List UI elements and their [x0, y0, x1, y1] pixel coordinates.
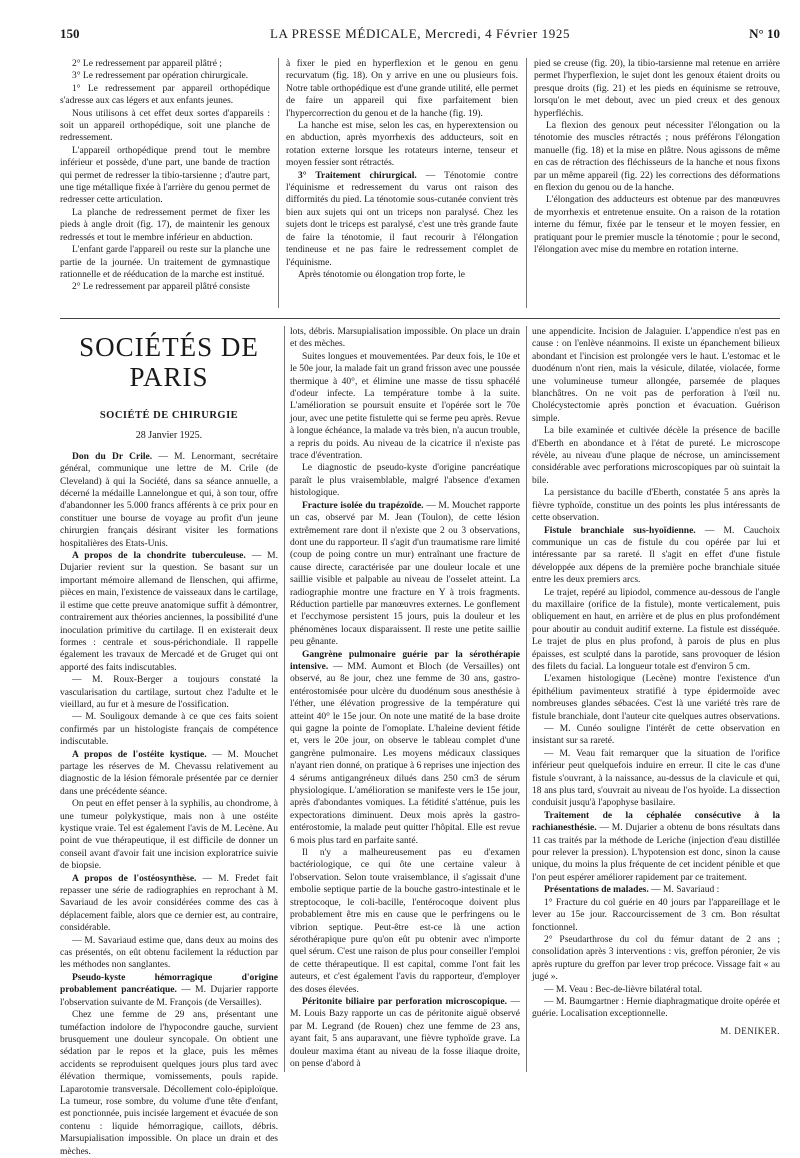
- paragraph: — M. Veau : Bec-de-lièvre bilatéral total.: [544, 984, 703, 995]
- paragraph: A propos de la chondrite tuberculeuse. — M. Dujarier revient sur la question. Se basant sur un important mémoire allemand de Ilenschen, qui affirme, pièces en main, l'existence de vaisseaux dans le cartilage, il estime que cette preuve anatomique suffit à démontrer, contrairement aux théories anciennes, la possibilité d'une inoculation primitive du cartilage. Il en existerait deux formes : centrale et sous-périchondiale. Il rappelle également les travaux de Mercadé et de Gruget qui ont apporté des faits indiscutables.: [60, 551, 279, 673]
- column-divider: [284, 326, 285, 1072]
- paragraph: — M. Souligoux demande à ce que ces faits soient confirmés par un histologiste français de compétence indiscutable.: [60, 712, 278, 748]
- paragraph: La persistance du bacille d'Eberth, constatée 5 ans après la fièvre typhoïde, constitue un des points les plus intéressants de cette observation.: [532, 488, 780, 524]
- paragraph: L'examen histologique (Lecène) montre l'existence d'un épithélium pavimenteux stratifié à type épidermoïde avec nombreuses glandes sébacées. C'est là une variété très rare de fistule branchiale, dont l'auteur cite quelques autres observations.: [532, 674, 780, 722]
- paragraph: Don du Dr Crile. — M. Lenormant, secrétaire général, communique une lettre de M. Crile (de Cleveland) à qui la Société, dans sa séance annuelle, a décerné la médaille Lannelongue et qui, à son tour, offre d'abandonner les 5.000 francs afférents à ce prix pour en constituer une bourse de voyage au profit d'un jeune chirurgien français désirant visiter les formations hospitalières des Etats-Unis.: [60, 451, 278, 549]
- paragraph: L'appareil orthopédique prend tout le membre inférieur et possède, d'une part, une bande de traction qui permet de redresser la tibio-tarsienne ; d'autre part, une tige métallique fixée à l'arrière du genou permet de redresser cette articulation.: [60, 145, 270, 206]
- top-column-left: [60, 58, 270, 308]
- page-number: 150: [60, 26, 80, 41]
- paragraph: Nous utilisons à cet effet deux sortes d'appareils : soit un appareil orthopédique, soit une planche de redressement.: [60, 108, 270, 144]
- page-header: [60, 26, 780, 46]
- paragraph: Traitement de la céphalée consécutive à la rachianesthésie. — M. Dujarier a obtenu de bons résultats dans 11 cas traités par la méthode de Leriche (injection d'eau distillée pour relever la pression). L'hypotension est donc, sinon la cause unique, du moins la plus fréquente de cet incident pénible et que l'on peut espérer améliorer rapidement par ce traitement.: [532, 810, 780, 883]
- paragraph: L'élongation des adducteurs est obtenue par des manœuvres de myorrhexis et entretenue ensuite. On a raison de la rotation interne du fémur, fixée par le tenseur et le moyen fessier, en pratiquant pour le premier muscle la ténotomie ; pour le second, l'élongation avec mise du membre en rotation interne.: [534, 195, 780, 256]
- paragraph: 2° Le redressement par appareil plâtré ;: [72, 59, 222, 69]
- paragraph: Gangrène pulmonaire guérie par la sérothérapie intensive. — MM. Aumont et Bloch (de Versailles) ont observé, au 8e jour, chez une femme de 30 ans, gastro-entérostomisée pour ulcère du duodénum sous anesthésie à l'éther, une élévation progressive de la température qui atteint 40° le 15e jour. On note une matité de la base droite qui gagne la pointe de l'omoplate. L'haleine devient fétide et, vers le 20e jour, on observe le tableau complet d'une gangrène pulmonaire. Les moyens médicaux classiques n'ayant rien donné, on pratique à 6 reprises une injection des 4 sérums antigangréneux dilués dans 250 cm3 de sérum physiologique. L'amélioration se manifeste vers le 15e jour, après d'abondantes vomiques. La fétidité s'atténue, puis les expectorations diminuent. Deux mois après la gastro-entérostomie, la malade peut quitter l'hôpital. Elle est revue 6 mois plus tard en parfaite santé.: [290, 649, 520, 846]
- column-divider: [526, 58, 527, 308]
- paragraph: L'enfant garde l'appareil ou reste sur la planche une partie de la journée. Un traitement de gymnastique rationnelle et de rééducation de la marche est institué.: [60, 245, 270, 280]
- paragraph: La bile examinée et cultivée décèle la présence de bacille d'Eberth en abondance et à l'état de pureté. Le microscope révèle, au niveau d'une plaque de nécrose, un amincissement considérable avec perforations microscopiques par où suintait la bile.: [532, 426, 780, 486]
- paragraph: Fistule branchiale sus-hyoïdienne. — M. Cauchoix communique un cas de fistule du cou opérée par lui et intéressante par sa rareté. Il s'agit en effet d'une fistule développée aux dépens de la première poche branchiale située entre les deux premiers arcs.: [532, 525, 780, 586]
- societies-column-2: [290, 326, 520, 1072]
- paragraph: Fracture isolée du trapézoïde. — M. Mouchet rapporte un cas, observé par M. Jean (Toulon), de cette lésion extrêmement rare dont il n'existe que 2 ou 3 observations, dont une du rapporteur. Il s'agit d'un traumatisme rare limité (coup de poing contre un mur) entraînant une fracture de cause directe, caractérisée par une douleur locale et une saillie visible et palpable au niveau de l'osselet atteint. La radiographie montre une fracture en Y à trois fragments. Réduction partielle par manœuvres externes. Le gonflement et l'ecchymose persistent 15 jours, puis la douleur et les phénomènes locaux disparaissent. Il reste une petite saillie peu gênante.: [290, 500, 520, 648]
- paragraph: 1° Fracture du col guérie en 40 jours par l'appareillage et le lever au 15e jour. Raccourcissement de 3 cm. Bon résultat fonctionnel.: [532, 897, 780, 933]
- paragraph: — M. Veau fait remarquer que la situation de l'orifice inférieur peut quelquefois induire en erreur. Il cite le cas d'une fistule s'ouvrant, à la naissance, au-dessus de la clavicule et qui, 18 ans plus tard, s'ouvrait au niveau de l'os hyoïde. La dissection conduisit jusqu'à l'apophyse basilaire.: [532, 748, 780, 809]
- paragraph: La planche de redressement permet de fixer les pieds à angle droit (fig. 17), de maintenir les genoux redressés et tout le membre inférieur en abduction.: [60, 207, 270, 243]
- societies-column-3: [532, 326, 780, 1072]
- paragraph: — M. Cunéo souligne l'intérêt de cette observation en insistant sur sa rareté.: [532, 724, 780, 747]
- paragraph: — M. Roux-Berger a toujours constaté la vascularisation du cartilage, surtout chez l'adulte et le vieillard, au fur et à mesure de l'ossification.: [60, 675, 278, 710]
- paragraph: A propos de l'ostéosynthèse. — M. Fredet fait repasser une série de radiographies en reprochant à M. Savariaud de les avoir considérées comme des cas à déplacement faible, alors que ce dernier est, au contraire, considérable.: [60, 873, 278, 934]
- paragraph: une appendicite. Incision de Jalaguier. L'appendice n'est pas en cause : on l'enlève néanmoins. Il existe un épanchement bilieux abondant et l'incision est prolongée vers le haut. L'estomac et le duodénum n'ont rien, mais la vésicule, dilatée, violacée, forme une volumineuse tumeur allongée, parsemée de plaques blanchâtres. On ne voit pas de perforation à l'œil nu. Cholécystectomie après ponction et évacuation. Guérison simple.: [532, 327, 780, 424]
- paragraph: Le diagnostic de pseudo-kyste d'origine pancréatique paraît le plus vraisemblable, malgré l'absence d'examen histologique.: [290, 463, 520, 499]
- societies-column-1: [60, 326, 279, 1157]
- paragraph: Chez une femme de 29 ans, présentant une tuméfaction indolore de l'hypocondre gauche, survient brusquement une douleur syncopale. On obtient une sédation par le repos et la glace, puis les mêmes accidents se reproduisent quelques jours plus tard avec élévation thermique, vomissements, pouls rapide. Laparotomie transversale. Décollement colo-épiploïque. La tumeur, rose sombre, du volume d'une tête d'enfant, est ponctionnée, puis incisée largement et évacuée de son contenu : liquide hémorragique, caillots, débris. Marsupialisation impossible. On place un drain et des mèches.: [60, 1010, 278, 1157]
- journal-title: LA PRESSE MÉDICALE, Mercredi, 4 Février 1925: [269, 26, 571, 41]
- paragraph: — M. Savariaud estime que, dans deux au moins des cas présentés, on eût obtenu facilement la réduction par les méthodes non sanglantes.: [60, 935, 278, 971]
- session-date: 28 Janvier 1925.: [135, 430, 203, 442]
- paragraph: La hanche est mise, selon les cas, en hyperextension ou en abduction, après myorrhexis des adducteurs, soit en rotation externe lorsque les rotateurs interne, tenseur et moyen fessier sont rétractés.: [286, 121, 518, 169]
- paragraph: 3° Le redressement par opération chirurgicale.: [72, 71, 249, 82]
- paragraph: La flexion des genoux peut nécessiter l'élongation ou la ténotomie des muscles rétractés ; nous préférons l'élongation manuelle (fig. 18) et la mise en plâtre. Nous agissons de même en cas de rétraction des fléchisseurs de la hanche et nous fixons par un même appareil (fig. 22) les corrections des déformations en flexion du genou ou de la hanche.: [534, 121, 780, 194]
- paragraph: Le trajet, repéré au lipiodol, commence au-dessous de l'angle du maxillaire (orifice de la fistule), monte verticalement, puis obliquement en haut, en arrière et de plus en plus profondément pour aboutir au conduit auditif externe. La fistule est disséquée. Le trajet de plus en plus profond, à parois de plus en plus épaisses, est sculpté dans la parotide, sans provoquer de lésion des filets du facial. La longueur totale est d'environ 5 cm.: [532, 587, 780, 672]
- paragraph: 2° Pseudarthrose du col du fémur datant de 2 ans ; consolidation après 3 interventions : vis, greffon péronier, 2e vis après rupture du greffon par lever trop précoce. Vissage fait « au jugé ».: [532, 934, 780, 983]
- paragraph: Pseudo-kyste hémorragique d'origine probablement pancréatique. — M. Dujarier rapporte l'observation suivante de M. François (de Versailles).: [60, 972, 278, 1008]
- paragraph: On peut en effet penser à la syphilis, au chondrome, à une tumeur polykystique, mais non à une ostéite kystique vraie. Tel est également l'avis de M. Lecène. Au point de vue thérapeutique, il est difficile de donner un conseil avant d'avoir fait une incision exploratrice suivie de biopsie.: [60, 799, 278, 872]
- paragraph: A propos de l'ostéite kystique. — M. Mouchet partage les réserves de M. Chevassu relativement au diagnostic de la lésion fémorale présentée par ce dernier dans une précédente séance.: [60, 749, 279, 797]
- paragraph: pied se creuse (fig. 20), la tibio-tarsienne mal retenue en arrière permet l'hyperflexion, le sujet dont les genoux étaient droits ou presque droits (fig. 21) et les pieds en équinisme se retrouve, lorsqu'on le met debout, avec un pied creux et des genoux hyperfléchis.: [534, 59, 780, 119]
- author-signature: M. DENIKER.: [720, 1025, 780, 1036]
- section-title: SOCIÉTÉS DE PARIS: [79, 332, 259, 392]
- paragraph: Péritonite biliaire par perforation microscopique. — M. Louis Bazy rapporte un cas de péritonite aiguë observé par M. Legrand (de Rouen) chez une femme de 23 ans, ayant fait, 5 ans auparavant, une fièvre typhoïde grave. La douleur maxima étant au niveau de la fosse iliaque droite, on pense d'abord à: [290, 996, 520, 1069]
- paragraph: lots, débris. Marsupialisation impossible. On place un drain et des mèches.: [290, 327, 520, 350]
- paragraph: — M. Baumgartner : Hernie diaphragmatique droite opérée et guérie. Localisation exceptionnelle.: [532, 996, 780, 1020]
- paragraph: Après ténotomie ou élongation trop forte, le: [298, 269, 465, 280]
- paragraph: 3° Traitement chirurgical. — Ténotomie contre l'équinisme et redressement du varus ont raison des difformités du pied. La ténotomie sous-cutanée convient très bien aux sujets qui ont un triceps non paralysé. Chez les sujets dont le triceps est paralysé, c'est une très grande faute de faire la ténotomie, il faut recourir à l'élongation tendineuse et ne pas faire le redressement complet de l'équinisme.: [286, 170, 518, 268]
- column-divider: [278, 58, 279, 308]
- paragraph: 1° Le redressement par appareil orthopédique s'adresse aux cas légers et aux enfants jeunes.: [60, 83, 270, 107]
- paragraph: Présentations de malades. — M. Savariaud :: [544, 885, 720, 896]
- paragraph: Suites longues et mouvementées. Par deux fois, le 10e et le 50e jour, la malade fait un grand frisson avec une poussée thermique à 40°, et élimine une masse de tissu sphacélé d'odeur infecte. La température tombe à la suite. L'amélioration se poursuit ensuite et l'opérée sort le 70e jour, avec une petite fistulette qui se ferme peu après. Revue à longue échéance, la malade va très bien, n'a aucun trouble, a repris du poids. Au niveau de la cicatrice il n'existe pas trace d'éventration.: [290, 351, 520, 462]
- top-column-middle: [286, 58, 518, 308]
- society-name: SOCIÉTÉ DE CHIRURGIE: [99, 410, 239, 421]
- column-divider: [526, 326, 527, 1072]
- section-separator: [60, 318, 780, 319]
- paragraph: 2° Le redressement par appareil plâtré consiste: [72, 282, 250, 293]
- top-column-right: [534, 58, 780, 308]
- paragraph: Il n'y a malheureusement pas eu d'examen bactériologique, ce qui ôte une certaine valeur à l'observation. Selon toute vraisemblance, il s'agissait d'une embolie septique partie de la bouche gastro-intestinale et le streptocoque, le coli-bacille, l'entérocoque doivent plus probablement être mis en cause que le perfringens ou le vibrion septique. Peut-être est-ce là une action sérothérapique pure qu'on eût pu obtenir avec n'importe quel sérum. C'est une raison de plus pour conseiller l'emploi de cette thérapeutique. Il est capital, comme l'ont fait les auteurs, et c'est également l'avis du rapporteur, d'employer des doses élevées.: [290, 848, 520, 995]
- paragraph: à fixer le pied en hyperflexion et le genou en genu recurvatum (fig. 18). On y arrive en une ou plusieurs fois. Notre table orthopédique est d'une grande utilité, elle permet de faire un appareil qui fixe parfaitement bien l'hypercorrection du genou et de la hanche (fig. 19).: [286, 59, 518, 119]
- issue-number: N° 10: [749, 26, 780, 41]
